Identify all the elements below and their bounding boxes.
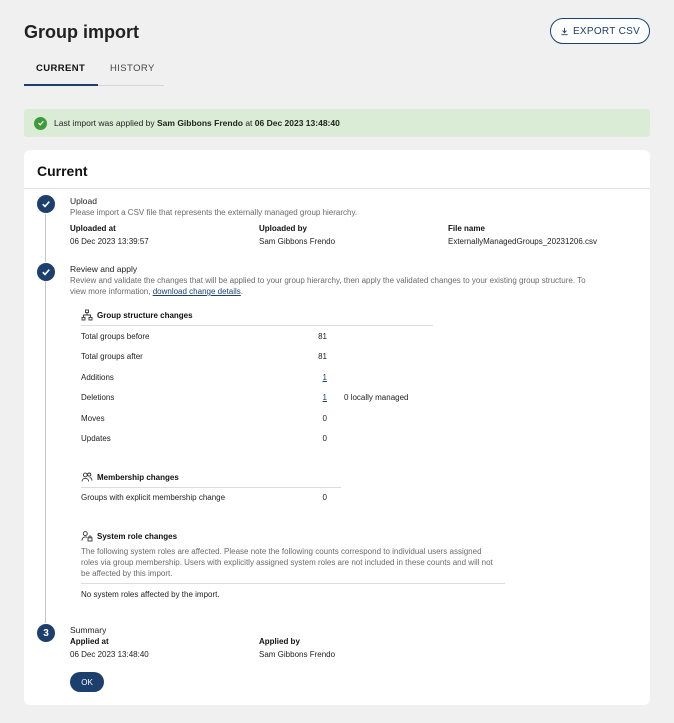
upload-step-description: Please import a CSV file that represents the externally managed group hierarchy.: [70, 208, 358, 217]
row-label: Total groups after: [81, 352, 143, 361]
file-name-label: File name: [448, 224, 485, 233]
row-label: Moves: [81, 414, 105, 423]
row-label: Deletions: [81, 393, 115, 402]
export-csv-button[interactable]: [550, 18, 650, 44]
tab-divider: [98, 85, 164, 86]
user-lock-icon: [81, 530, 93, 542]
step-number-icon: 3: [37, 624, 55, 642]
row-value: 0: [322, 434, 327, 443]
applied-by-label: Applied by: [259, 637, 300, 646]
row-label: Total groups before: [81, 332, 150, 341]
row-label: Groups with explicit membership change: [81, 493, 226, 502]
hierarchy-icon: [81, 309, 93, 321]
step-connector: [45, 214, 46, 262]
card-title: Current: [37, 163, 88, 179]
uploaded-at-label: Uploaded at: [70, 224, 116, 233]
locally-managed-note: 0 locally managed: [344, 393, 409, 402]
system-role-note: The following system roles are affected. Please note the following counts correspond to individual users assigned roles via group membership. Users with explicitly assigned system roles are not included in these counts and will not be affected by this import.: [81, 547, 493, 578]
review-step-description-cont: view more information, download change details.: [70, 287, 244, 296]
step-complete-icon: [37, 195, 55, 213]
no-system-roles-message: No system roles affected by the import.: [81, 590, 220, 599]
row-label: Updates: [81, 434, 111, 443]
deletions-link[interactable]: 1: [322, 393, 327, 402]
uploaded-by-value: Sam Gibbons Frendo: [259, 237, 336, 246]
row-value: 0: [322, 414, 327, 423]
row-value: 81: [318, 352, 327, 361]
card-divider: [24, 188, 650, 189]
users-icon: [81, 471, 93, 483]
banner-mid: at: [242, 118, 255, 128]
banner-user: Sam Gibbons Frendo: [157, 118, 243, 128]
export-csv-label: EXPORT CSV: [572, 25, 641, 37]
section-divider: [81, 583, 505, 584]
download-change-details-link[interactable]: download change details: [152, 287, 241, 296]
file-name-value: ExternallyManagedGroups_20231206.csv: [448, 237, 597, 246]
membership-heading: Membership changes: [81, 471, 179, 483]
applied-at-value: 06 Dec 2023 13:48:40: [70, 650, 149, 659]
row-label: Additions: [81, 373, 114, 382]
checkmark-icon: [41, 267, 51, 277]
tab-active-indicator: [24, 84, 98, 86]
tab-history[interactable]: HISTORY: [110, 63, 155, 74]
summary-step-name: Summary: [70, 625, 107, 635]
review-step-description: Review and validate the changes that will be applied to your group hierarchy, then apply the validated changes to your existing group structure. To: [70, 276, 586, 285]
tab-current[interactable]: CURRENT: [36, 63, 86, 74]
row-value: 81: [318, 332, 327, 341]
uploaded-at-value: 06 Dec 2023 13:39:57: [70, 237, 149, 246]
group-structure-heading: Group structure changes: [81, 309, 193, 321]
step-connector: [45, 281, 46, 623]
section-divider: [81, 325, 433, 326]
page-title: Group import: [24, 22, 139, 42]
review-step-name: Review and apply: [70, 264, 138, 274]
section-divider: [81, 487, 341, 488]
applied-at-label: Applied at: [70, 637, 109, 646]
step-complete-icon: [37, 263, 55, 281]
applied-by-value: Sam Gibbons Frendo: [259, 650, 336, 659]
additions-link[interactable]: 1: [322, 373, 327, 382]
checkmark-icon: [41, 199, 51, 209]
uploaded-by-label: Uploaded by: [259, 224, 308, 233]
check-circle-icon: [34, 117, 47, 130]
tab-bar: [24, 56, 164, 86]
row-value: 0: [322, 493, 327, 502]
ok-button[interactable]: OK: [70, 672, 104, 692]
banner-datetime: 06 Dec 2023 13:48:40: [254, 118, 340, 128]
upload-step-name: Upload: [70, 196, 97, 206]
system-role-heading: System role changes: [81, 530, 177, 542]
download-icon: [560, 27, 569, 36]
banner-prefix: Last import was applied by: [54, 118, 157, 128]
current-card: [24, 150, 650, 705]
success-banner: [24, 109, 650, 137]
